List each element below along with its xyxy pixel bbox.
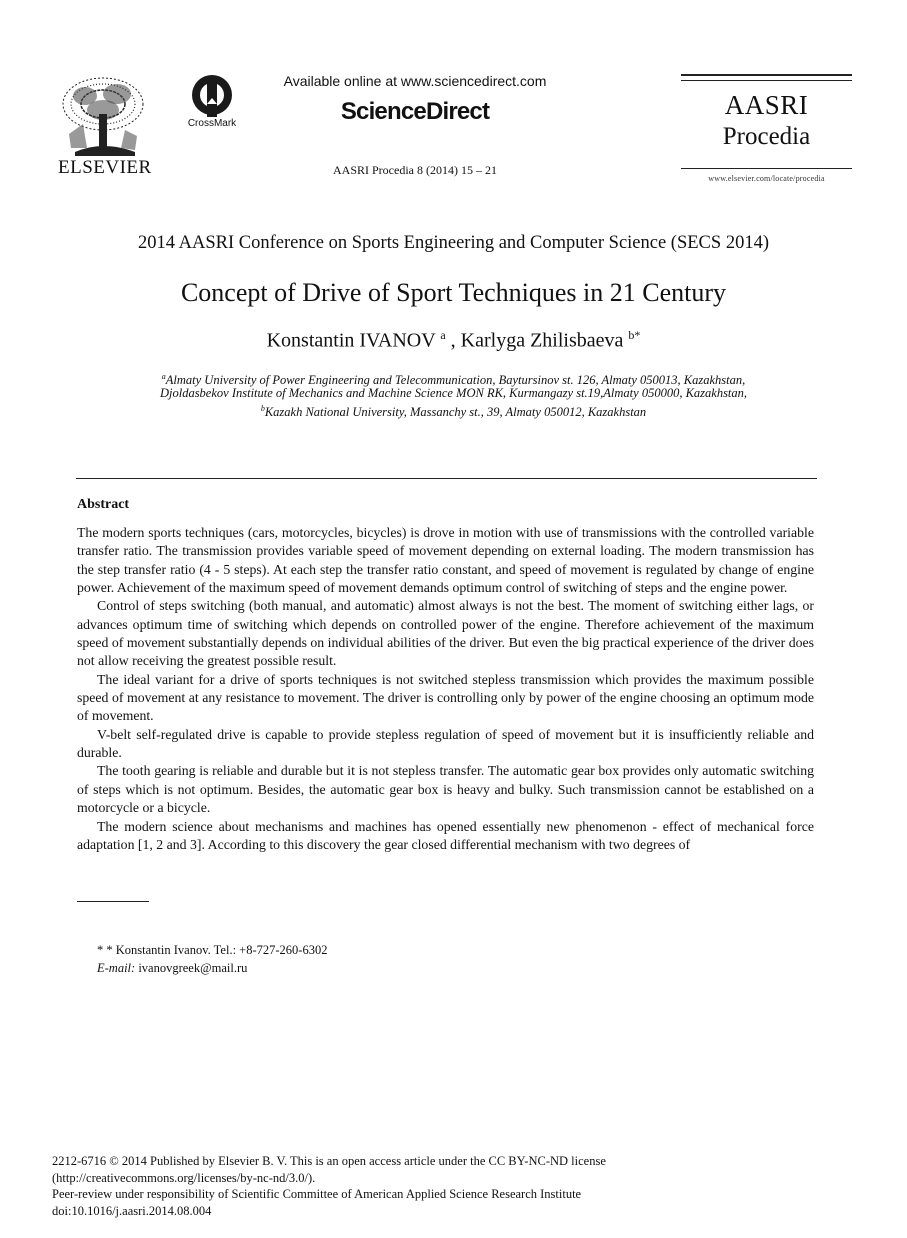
footnote-email	[97, 961, 247, 976]
journal-box-rule-bottom	[681, 168, 852, 169]
footnote-rule	[77, 901, 149, 902]
abstract-paragraph: The ideal variant for a drive of sports techniques is not switched stepless transmission which provides the maximum possible speed of movement at any resistance to movement. The driver is controlling only by power of the engine choosing an optimum mode of movement.	[77, 671, 814, 724]
section-divider	[76, 478, 817, 479]
affiliation-text: Kazakh National University, Massanchy st., 39, Almaty 050012, Kazakhstan	[264, 405, 647, 420]
abstract-heading: Abstract	[77, 497, 130, 512]
journal-url-link[interactable]: www.elsevier.com/locate/procedia	[708, 174, 825, 183]
doi-link[interactable]: doi:10.1016/j.aasri.2014.08.004	[52, 1204, 212, 1218]
abstract-paragraph: The modern sports techniques (cars, motorcycles, bicycles) is drove in motion with use of transmissions with the controlled variable transfer ratio. The transmission provides variable speed of movement depending on external loading. The modern transmission has the step transfer ratio (4 - 5 steps). At each step the transfer ratio constant, and speed of movement is regulated by change of engine power. Achievement of the maximum speed of movement demands optimum control of switching of steps and the engine power.	[77, 525, 814, 596]
abstract-paragraph: Control of steps switching (both manual, and automatic) almost always is not the best. The moment of switching either lags, or advances optimum time of switching which depends on controlled power of the engine. Therefore achievement of the maximum speed of movement substantially depends on individual abilities of the driver. But even the big practical experience of the driver does not allow receiving the greatest possible result.	[77, 598, 814, 669]
affiliation-mark: a	[161, 372, 166, 381]
journal-box-rule-top	[681, 74, 852, 76]
journal-title-line1: AASRI	[724, 90, 809, 120]
author-affil-mark: b*	[628, 328, 641, 342]
affiliation-mark: b	[260, 404, 265, 413]
author-list	[40, 328, 867, 353]
abstract-paragraph: The tooth gearing is reliable and durable but it is not stepless transfer. The automatic gear box provides only automatic switching of steps which is not optimum. Besides, the automatic gear box is heavy and bulky. Such transmission cannot be established on a motorcycle or a bicycle.	[77, 763, 814, 816]
affiliation	[40, 401, 867, 420]
abstract-body	[77, 524, 814, 854]
conference-name: 2014 AASRI Conference on Sports Engineering and Computer Science (SECS 2014)	[138, 233, 769, 253]
footnote-contact: * * Konstantin Ivanov. Tel.: +8-727-260-6302	[97, 943, 328, 957]
publisher-name: ELSEVIER	[58, 157, 152, 178]
paper-title: Concept of Drive of Sport Techniques in 21 Century	[180, 278, 727, 307]
abstract-paragraph: The modern science about mechanisms and machines has opened essentially new phenomenon - effect of mechanical force adaptation [1, 2 and 3]. According to this discovery the gear closed differential mechanism with two degrees of	[77, 818, 814, 852]
author-separator: ,	[445, 329, 461, 352]
journal-citation: AASRI Procedia 8 (2014) 15 – 21	[333, 163, 497, 177]
journal-title-line2: Procedia	[722, 123, 811, 150]
available-online-text: Available online at www.sciencedirect.com	[283, 73, 547, 89]
journal-box-rule-top-thin	[681, 80, 852, 81]
abstract-paragraph: V-belt self-regulated drive is capable to provide stepless regulation of speed of movement but it is insufficiently reliable and durable.	[77, 726, 814, 761]
license-line: 2212-6716 © 2014 Published by Elsevier B. V. This is an open access article under the CC BY-NC-ND license	[52, 1154, 606, 1168]
email-address[interactable]: ivanovgreek@mail.ru	[135, 961, 248, 975]
crossmark-label: CrossMark	[187, 118, 237, 129]
author-affil-mark: a	[440, 328, 446, 342]
affiliation-text: Almaty University of Power Engineering and Telecommunication, Baytursinov st. 126, Almaty 050013, Kazakhstan,	[165, 373, 746, 388]
author-name: Konstantin IVANOV	[266, 329, 436, 352]
sciencedirect-logo[interactable]: ScienceDirect	[340, 98, 490, 125]
peer-review-note: Peer-review under responsibility of Scientific Committee of American Applied Science Research Institute	[52, 1187, 582, 1201]
email-label: E-mail:	[97, 961, 136, 975]
license-url-link[interactable]: (http://creativecommons.org/licenses/by-nc-nd/3.0/).	[52, 1171, 316, 1185]
affiliation	[40, 385, 867, 401]
affiliation-text: Djoldasbekov Institute of Mechanics and Machine Science MON RK, Kurmangazy st.19,Almaty 050000, Kazakhstan,	[159, 386, 748, 400]
author-name: Karlyga Zhilisbaeva	[460, 329, 624, 352]
